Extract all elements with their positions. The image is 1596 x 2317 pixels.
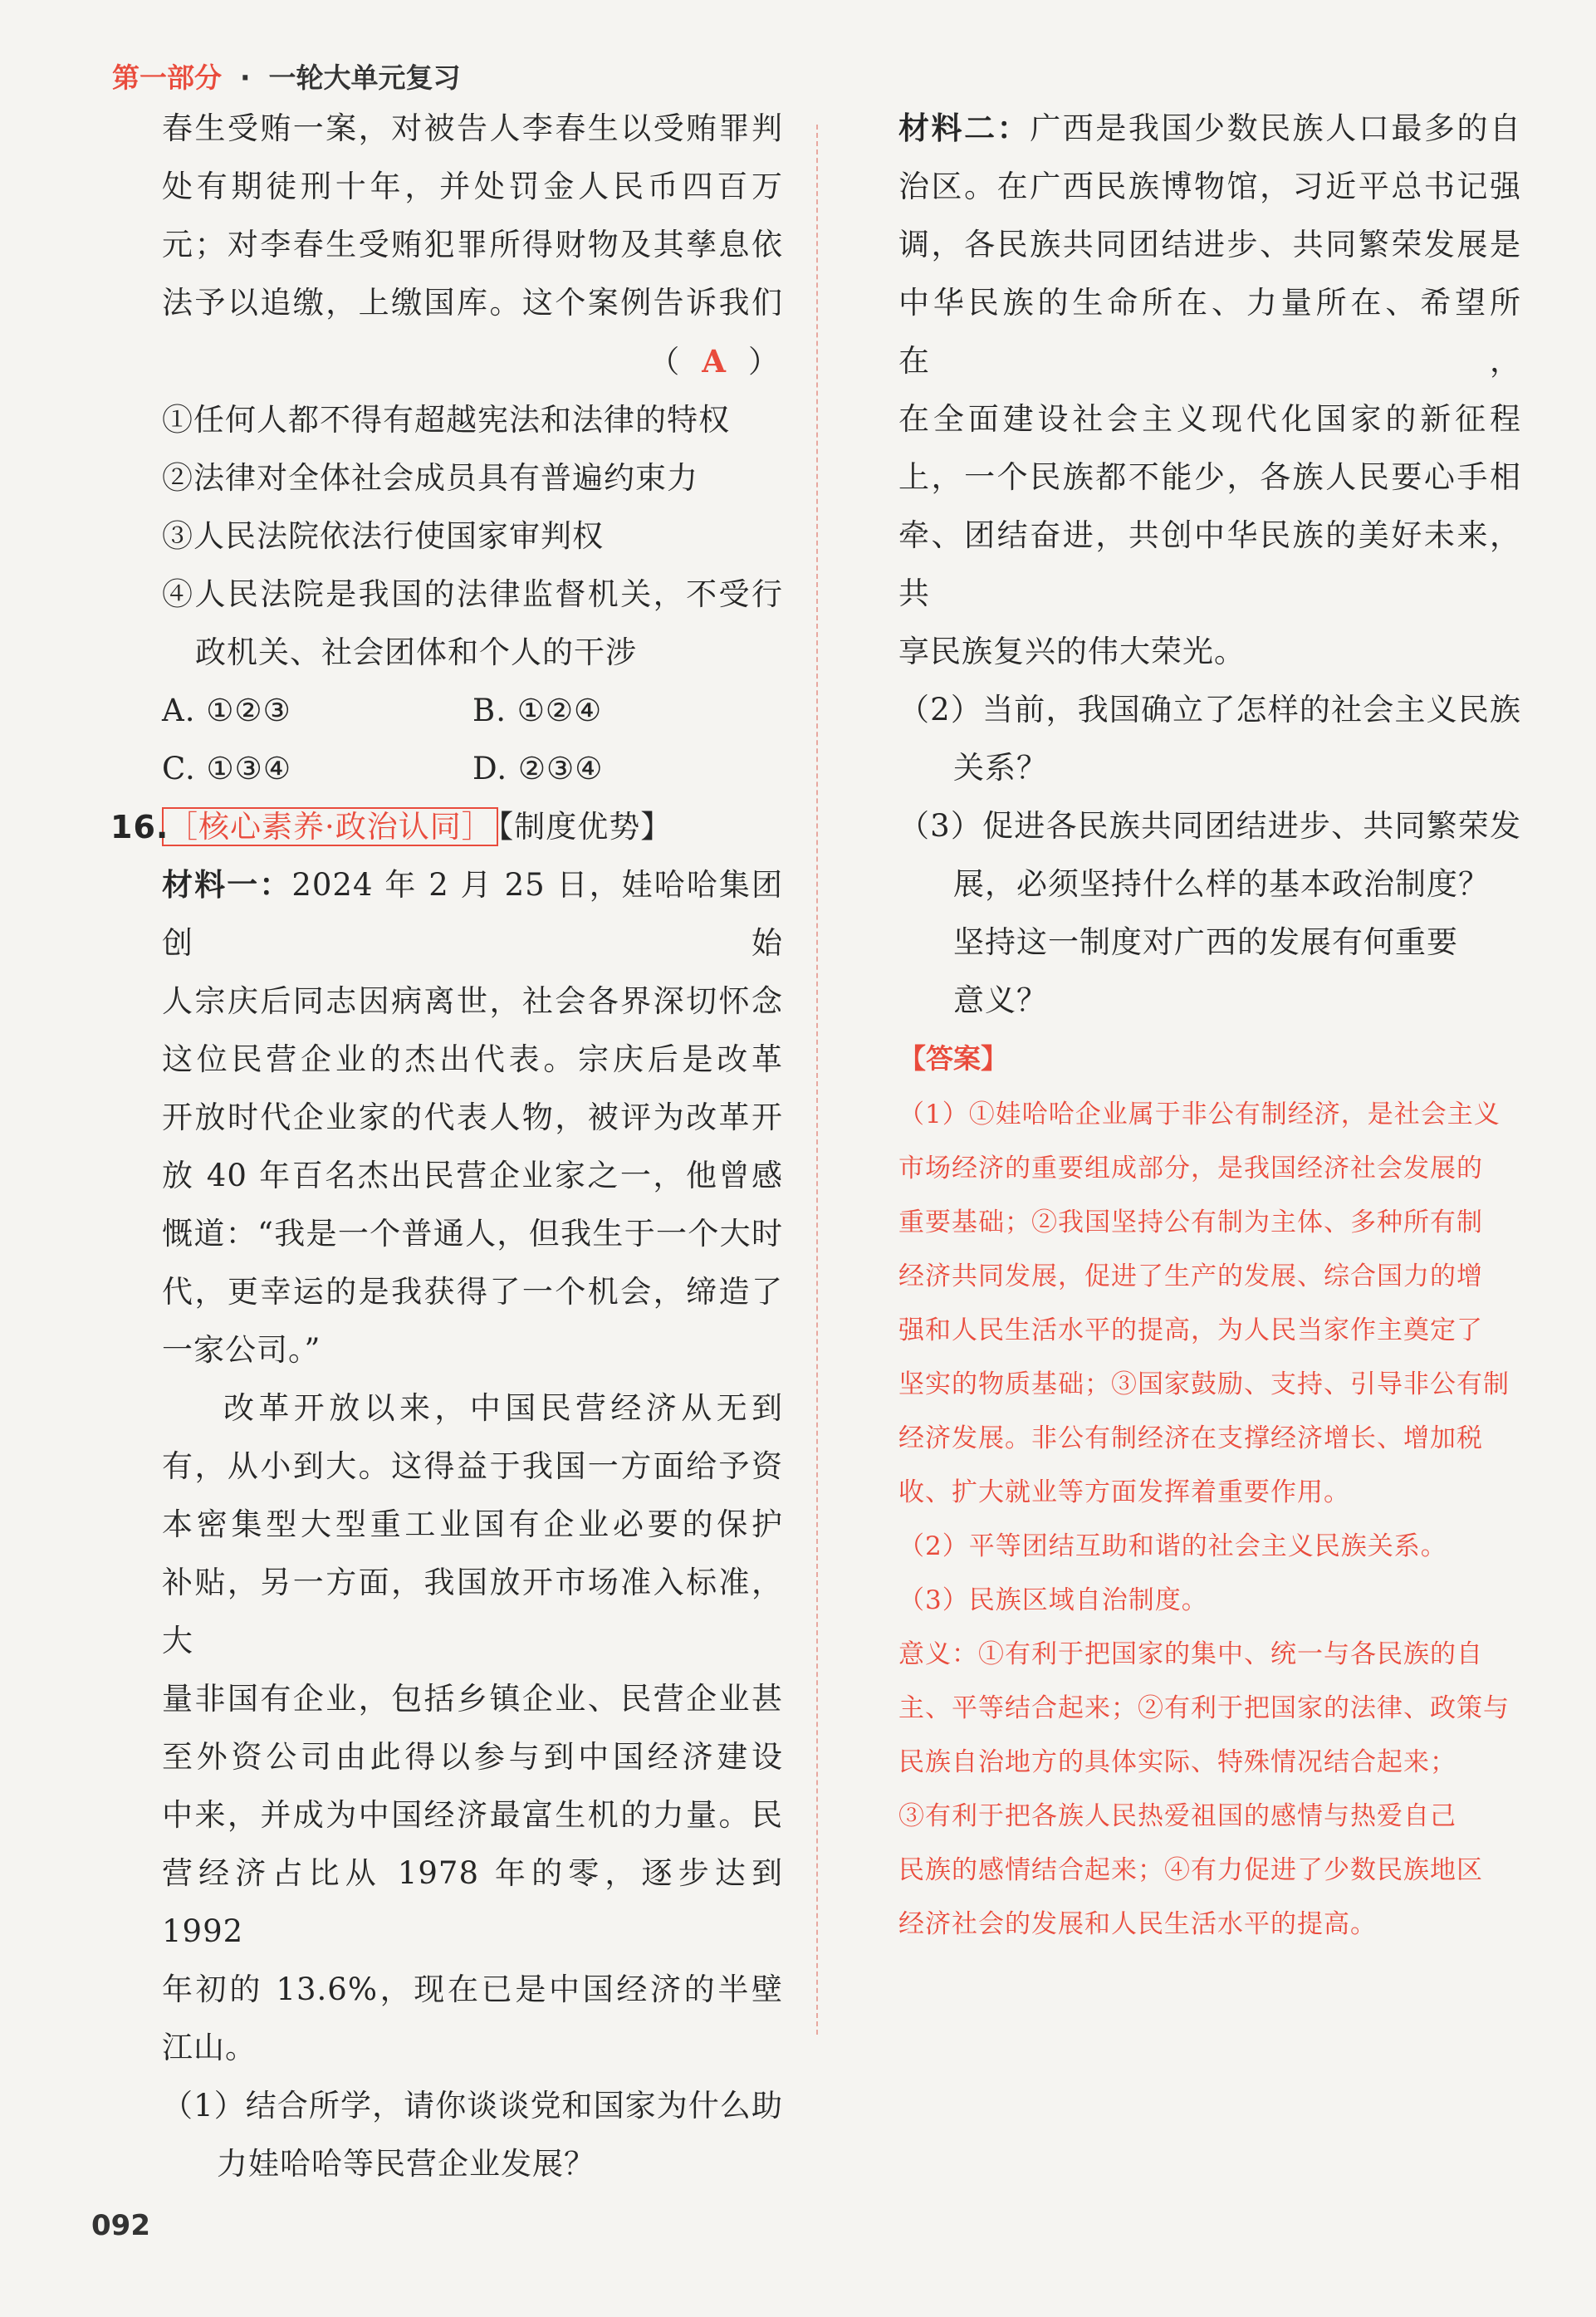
answer-line: 重要基础；②我国坚持公有制为主体、多种所有制 [898, 1207, 1483, 1237]
answer-line: 收、扩大就业等方面发挥着重要作用。 [898, 1477, 1350, 1507]
material1-text: 2024 年 2 月 25 日，娃哈哈集团创始 [162, 867, 784, 961]
para2-line: 本密集型大型重工业国有企业必要的保护 [162, 1506, 783, 1542]
material2-line: 中华民族的生命所在、力量所在、希望所在， [898, 285, 1521, 379]
page-header [112, 56, 461, 96]
para2-line: 至外资公司由此得以参与到中国经济建设 [162, 1739, 783, 1775]
sub-question-3: （3）促进各民族共同团结进步、共同繁荣发 [898, 808, 1521, 844]
answer-line: 经济社会的发展和人民生活水平的提高。 [898, 1909, 1377, 1939]
answer-line: 坚实的物质基础；③国家鼓励、支持、引导非公有制 [898, 1369, 1510, 1399]
q16-topic-tag: 【制度优势】 [497, 809, 673, 845]
q15-options-row [162, 682, 783, 740]
answer-line: 民族自治地方的具体实际、特殊情况结合起来； [898, 1747, 1456, 1777]
answer-title: 【答案】 [898, 1042, 1008, 1075]
sub-question-2-cont: 关系？ [953, 750, 1048, 786]
material2-line: 在全面建设社会主义现代化国家的新征程 [898, 401, 1521, 437]
answer-line: 强和人民生活水平的提高，为人民当家作主奠定了 [898, 1315, 1483, 1345]
material2-label: 材料二： [898, 110, 1031, 146]
para2-line: 有，从小到大。这得益于我国一方面给予资 [162, 1448, 783, 1484]
answer-paren-open: （ [649, 344, 681, 380]
q15-answer: A [702, 343, 727, 380]
sub-question-1-cont: 力娃哈哈等民营企业发展？ [217, 2146, 595, 2182]
q16-core-tag: ［核心素养·政治认同］ [162, 807, 498, 846]
material2-line: 治区。在广西民族博物馆，习近平总书记强 [898, 169, 1521, 204]
sub-question-1: （1）结合所学，请你谈谈党和国家为什么助 [162, 2088, 783, 2124]
material2-line: 上，一个民族都不能少，各族人民要心手相 [898, 459, 1521, 495]
answer-line: 经济共同发展，促进了生产的发展、综合国力的增 [898, 1261, 1483, 1291]
material1-line: 这位民营企业的杰出代表。宗庆后是改革 [162, 1041, 783, 1077]
q15-answer-slot [162, 332, 783, 391]
material1-line: 慨道：“我是一个普通人，但我生于一个大时 [162, 1216, 783, 1252]
answer-line: 民族的感情结合起来；④有力促进了少数民族地区 [898, 1855, 1483, 1885]
q16-number: 16. [110, 809, 169, 845]
q15-statement: ④人民法院是我国的法律监督机关，不受行 [162, 576, 783, 612]
q15-text-line: 处有期徒刑十年，并处罚金人民币四百万 [162, 169, 783, 204]
q16-heading [110, 798, 783, 856]
section-part: 第一部分 [112, 61, 222, 94]
q15-statement: ③人民法院依法行使国家审判权 [162, 518, 604, 554]
para2-line: 江山。 [162, 2030, 257, 2065]
q15-text-line: 法予以追缴，上缴国库。这个案例告诉我们 [162, 285, 783, 321]
q15-text-line: 春生受贿一案，对被告人李春生以受贿罪判 [162, 110, 783, 146]
material2-line: 享民族复兴的伟大荣光。 [898, 634, 1246, 669]
answer-line: 市场经济的重要组成部分，是我国经济社会发展的 [898, 1154, 1483, 1183]
answer-line: 主、平等结合起来；②有利于把国家的法律、政策与 [898, 1693, 1510, 1723]
material1-label: 材料一： [162, 867, 292, 903]
sub-question-3-cont: 展，必须坚持什么样的基本政治制度？ [953, 866, 1490, 902]
option-c: C. ①③④ [162, 751, 292, 786]
header-dot: · [240, 61, 251, 94]
material1-line: 一家公司。” [162, 1332, 321, 1368]
q15-statement: ②法律对全体社会成员具有普遍约束力 [162, 460, 698, 496]
answer-line: 经济发展。非公有制经济在支撑经济增长、增加税 [898, 1423, 1483, 1453]
para2-line: 改革开放以来，中国民营经济从无到 [223, 1390, 783, 1426]
answer-line: （2）平等团结互助和谐的社会主义民族关系。 [898, 1531, 1447, 1561]
left-column [110, 100, 784, 2193]
q15-options-row [162, 740, 783, 798]
para2-line: 量非国有企业，包括乡镇企业、民营企业甚 [162, 1681, 783, 1717]
answer-paren-close: ） [748, 344, 780, 380]
q15-statement-cont: 政机关、社会团体和个人的干涉 [195, 634, 637, 670]
para2-line: 年初的 13.6%，现在已是中国经济的半壁 [162, 1972, 783, 2007]
page-number: 092 [91, 2209, 150, 2242]
material1-line: 人宗庆后同志因病离世，社会各界深切怀念 [162, 983, 783, 1019]
answer-line: （1）①娃哈哈企业属于非公有制经济，是社会主义 [898, 1100, 1501, 1129]
para2-line: 营经济占比从 1978 年的零，逐步达到 1992 [162, 1855, 783, 1949]
q15-statement: ①任何人都不得有超越宪法和法律的特权 [162, 402, 730, 438]
material1-line [162, 856, 783, 972]
option-a: A. ①②③ [162, 693, 291, 728]
material2-line [898, 100, 1521, 158]
material2-text: 广西是我国少数民族人口最多的自 [1030, 110, 1522, 146]
answer-line: （3）民族区域自治制度。 [898, 1585, 1208, 1615]
right-column [898, 100, 1521, 1952]
answer-line: ③有利于把各族人民热爱祖国的感情与热爱自己 [898, 1801, 1456, 1831]
sub-question-3-cont: 坚持这一制度对广西的发展有何重要 [953, 924, 1458, 960]
para2-line: 中来，并成为中国经济最富生机的力量。民 [162, 1797, 783, 1833]
sub-question-2: （2）当前，我国确立了怎样的社会主义民族 [898, 692, 1521, 727]
material1-line: 开放时代企业家的代表人物，被评为改革开 [162, 1100, 783, 1135]
section-subtitle: 一轮大单元复习 [268, 61, 461, 94]
answer-line: 意义：①有利于把国家的集中、统一与各民族的自 [898, 1639, 1483, 1669]
para2-line: 补贴，另一方面，我国放开市场准入标准，大 [162, 1565, 783, 1658]
option-b: B. ①②④ [472, 693, 603, 728]
material1-line: 放 40 年百名杰出民营企业家之一，他曾感 [162, 1158, 783, 1193]
option-d: D. ②③④ [472, 751, 604, 786]
column-divider [816, 125, 818, 2035]
q15-text-line: 元；对李春生受贿犯罪所得财物及其孳息依 [162, 227, 783, 262]
material1-line: 代，更幸运的是我获得了一个机会，缔造了 [162, 1274, 783, 1310]
material2-line: 牵、团结奋进，共创中华民族的美好未来，共 [898, 517, 1521, 611]
sub-question-3-cont: 意义？ [953, 982, 1048, 1018]
material2-line: 调，各民族共同团结进步、共同繁荣发展是 [898, 227, 1521, 262]
